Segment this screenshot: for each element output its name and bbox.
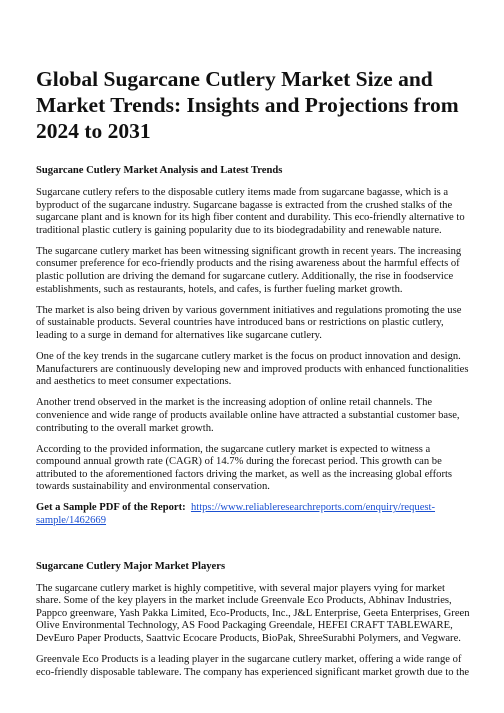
sample-request-label: Get a Sample PDF of the Report:: [36, 502, 186, 514]
sample-request-link[interactable]: https://www.reliableresearchreports.com/enquiry/request-sample/1462669: [36, 502, 436, 527]
paragraph: According to the provided information, the sugarcane cutlery market is expected to witness a compound annual growth rate (CAGR) of 14.7% during the forecast period. This growth can be attributed to the aforementioned factors driving the market, as well as the increasing global efforts towards sustainability and environmental conservation.: [36, 443, 453, 493]
section-heading-players: Sugarcane Cutlery Major Market Players: [36, 560, 226, 572]
paragraph: Greenvale Eco Products is a leading player in the sugarcane cutlery market, offering a wide range of eco-friendly disposable tableware. The company has experienced significant market growth due to the: [36, 654, 470, 678]
document-title: Global Sugarcane Cutlery Market Size and Market Trends: Insights and Projections from 2024 to 2031: [36, 67, 459, 143]
section-heading-analysis: Sugarcane Cutlery Market Analysis and Latest Trends: [36, 165, 283, 176]
paragraph: Another trend observed in the market is the increasing adoption of online retail channels. The convenience and wide range of products available online have attracted a substantial customer base, contributing to the overall market growth.: [36, 397, 460, 434]
paragraph: The sugarcane cutlery market has been witnessing significant growth in recent years. The increasing consumer preference for eco-friendly products and the rising awareness about the harmful effects of plastic pollution are driving the demand for sugarcane cutlery. Additionally, the rise in foodservice establishments, such as restaurants, hotels, and cafes, is further fueling market growth.: [36, 245, 462, 295]
sample-request: [36, 502, 470, 527]
paragraph: Sugarcane cutlery refers to the disposable cutlery items made from sugarcane bagasse, which is a byproduct of the sugarcane industry. Sugarcane bagasse is extracted from the crushed stalks of the sugarcane plant and is known for its high fiber content and durability. This eco-friendly alternative to traditional plastic cutlery is gaining popularity due to its biodegradability and renewable nature.: [36, 187, 465, 236]
paragraph: One of the key trends in the sugarcane cutlery market is the focus on product innovation and design. Manufacturers are continuously developing new and improved products with enhanced functionalities and aesthetics to meet consumer expectations.: [36, 351, 469, 388]
paragraph: The market is also being driven by various government initiatives and regulations promoting the use of sustainable products. Several countries have introduced bans or restrictions on plastic cutlery, leading to a surge in demand for alternatives like sugarcane cutlery.: [36, 304, 462, 341]
document-page: [36, 66, 470, 688]
paragraph: The sugarcane cutlery market is highly competitive, with several major players vying for market share. Some of the key players in the market include Greenvale Eco Products, Abhinav Industries, Pappco greenware, Yash Pakka Limited, Eco-Products, Inc., J&L Enterprise, Geeta Enterprises, Green Olive Environmental Technology, AS Food Packaging Greendale, HEFEI CRAFT TABLEWARE, DevEuro Paper Products, Saattvic Ecocare Products, BioPak, ShreeSurabhi Polymers, and Vegware.: [36, 582, 470, 645]
